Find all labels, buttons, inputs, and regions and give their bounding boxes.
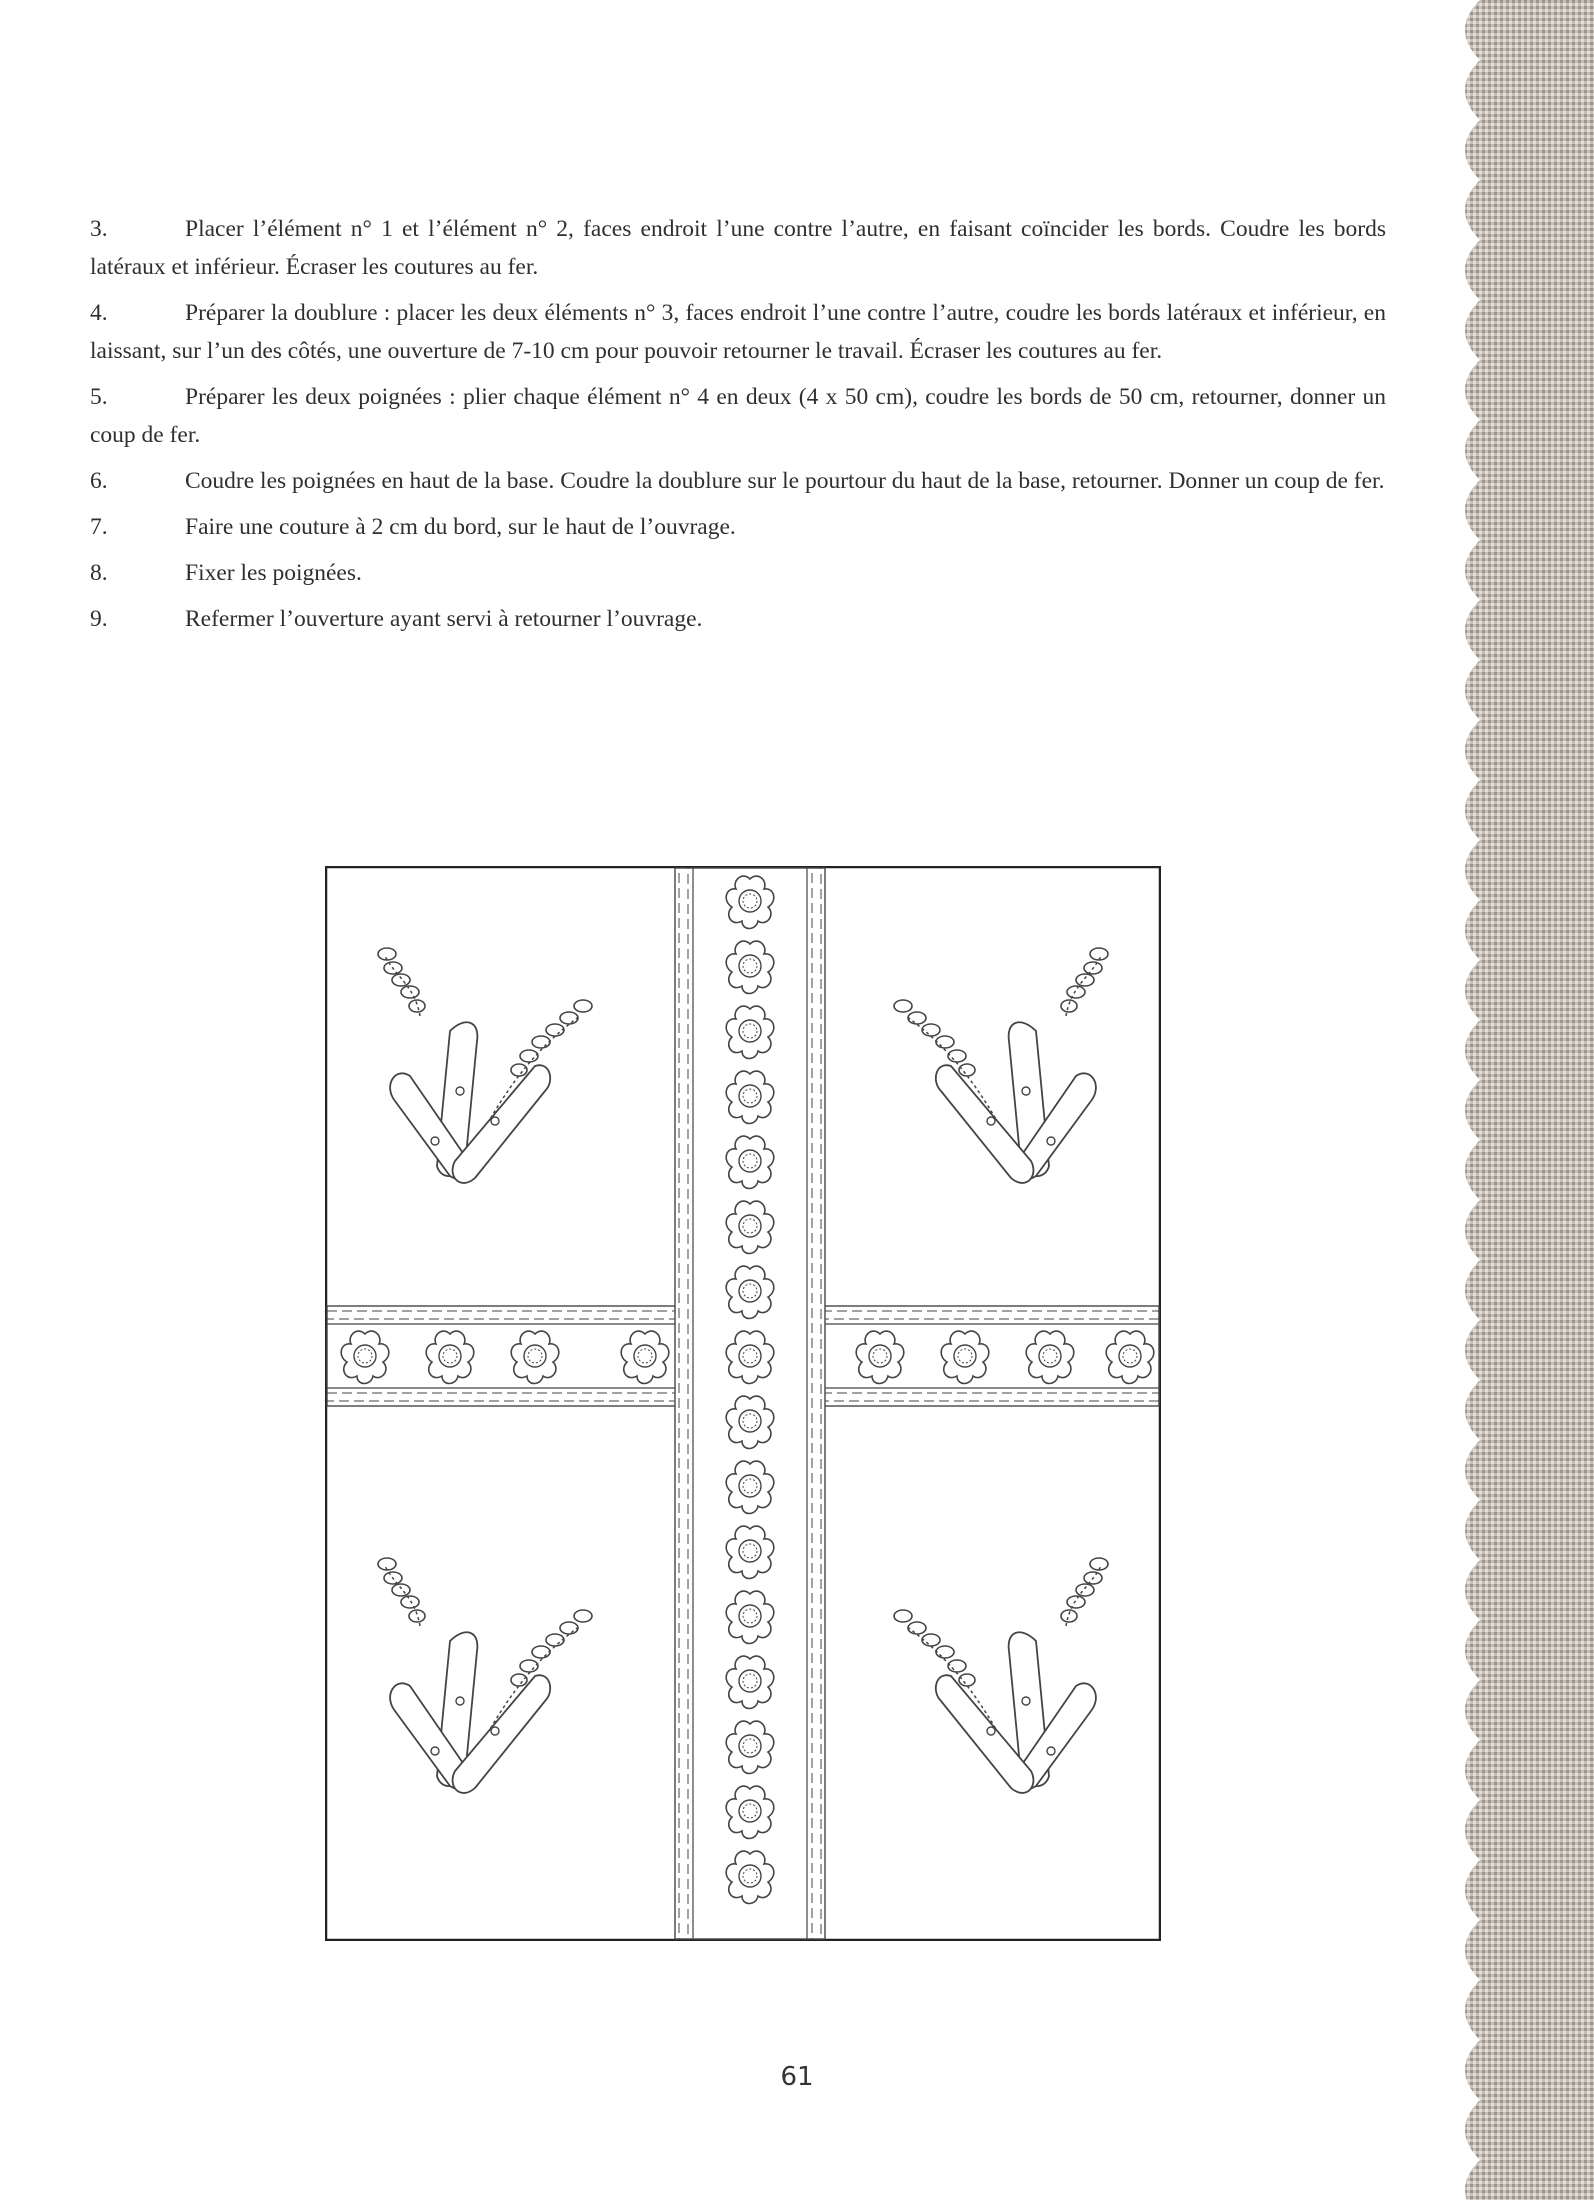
instruction-step-9 bbox=[90, 600, 1386, 638]
instruction-step-4 bbox=[90, 294, 1386, 370]
step-text: Placer l’élément n° 1 et l’élément n° 2, faces endroit l’une contre l’autre, en faisant coïncider les bords. Coudre les bords latéraux et inférieur. Écraser les coutures au fer. bbox=[90, 216, 1386, 280]
step-text: Refermer l’ouverture ayant servi à retourner l’ouvrage. bbox=[185, 606, 703, 632]
step-number: 3. bbox=[90, 216, 108, 242]
step-text: Coudre les poignées en haut de la base. Coudre la doublure sur le pourtour du haut de la base, retourner. Donner un coup de fer. bbox=[185, 468, 1385, 494]
instruction-step-5 bbox=[90, 378, 1386, 454]
step-text: Préparer la doublure : placer les deux éléments n° 3, faces endroit l’une contre l’autre, coudre les bords latéraux et inférieur, en laissant, sur l’un des côtés, une ouverture de 7-10 cm pour pouvoir retourner le travail. Écraser les coutures au fer. bbox=[90, 300, 1386, 364]
instruction-step-3 bbox=[90, 210, 1386, 286]
embroidery-pattern bbox=[325, 866, 1161, 1941]
step-text: Fixer les poignées. bbox=[185, 560, 362, 586]
step-number: 6. bbox=[90, 468, 108, 494]
instructions-list bbox=[90, 210, 1386, 646]
step-number: 8. bbox=[90, 560, 108, 586]
step-number: 7. bbox=[90, 514, 108, 540]
page-number: 61 bbox=[780, 2062, 814, 2092]
step-text: Préparer les deux poignées : plier chaque élément n° 4 en deux (4 x 50 cm), coudre les bords de 50 cm, retourner, donner un coup de fer. bbox=[90, 384, 1386, 448]
instruction-step-6 bbox=[90, 462, 1386, 500]
instruction-step-7 bbox=[90, 508, 1386, 546]
step-number: 5. bbox=[90, 384, 108, 410]
burlap-fabric-edge bbox=[1440, 0, 1594, 2200]
instruction-step-8 bbox=[90, 554, 1386, 592]
step-number: 9. bbox=[90, 606, 108, 632]
vertical-lace-band bbox=[675, 868, 825, 1939]
step-text: Faire une couture à 2 cm du bord, sur le haut de l’ouvrage. bbox=[185, 514, 736, 540]
step-number: 4. bbox=[90, 300, 108, 326]
